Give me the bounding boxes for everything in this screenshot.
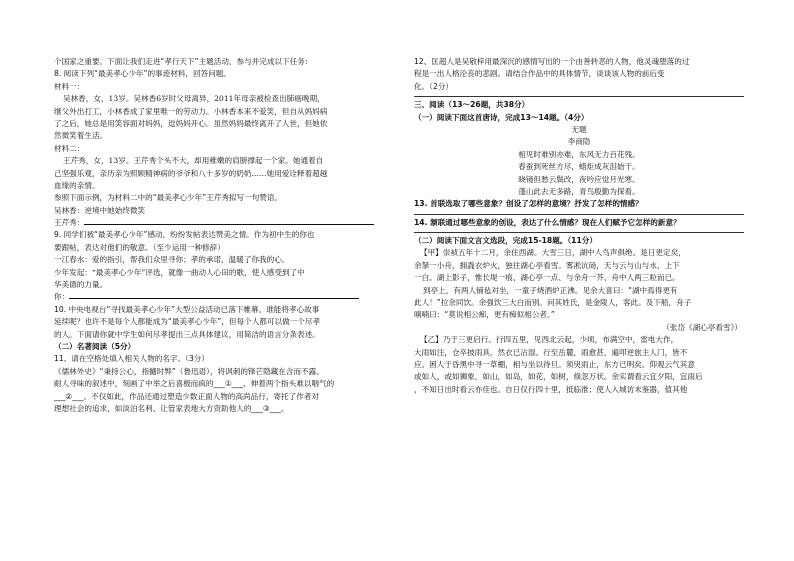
left-text-line: 耐人寻味的叙述中，刻画了中举之后喜极而疯的___①___、伸着两个指头难以咽气的: [54, 379, 335, 389]
right-text-line: 一白。湖上影子，惟长堤一痕、湖心亭一点、与余舟一芥、舟中人两三粒而已。: [414, 273, 680, 283]
left-text-line: 9. 同学们被“最美孝心少年”感动，纷纷发帖表达赞美之情。作为初中生的你也: [54, 230, 315, 240]
right-text-line: 14. 颔联通过哪些意象的创设，表达了什么情感？现在人们赋予它怎样的新意？: [414, 217, 681, 227]
right-text-line: 无题: [571, 124, 587, 134]
left-text-line: 要跟帖，表达对他们的敬意。（至少运用一种修辞）: [54, 242, 225, 252]
right-text-line: 大雨如注，仓卒披雨具，然衣已沾湿。行至岳麓，雨愈甚，遍叩逆旅主人门，皆不: [414, 347, 688, 357]
right-text-line: 或如人，或如狮象，如山，如岛，如花，如树，倏忽万状。余实谓看云宜夕阳，宜雨后: [414, 372, 703, 382]
left-text-line: 然微笑着生活。: [54, 131, 108, 141]
answer-line: [414, 214, 744, 215]
answer-line: [414, 96, 744, 97]
left-text-line: 王芹秀，女，13岁。王芹秀个头不大，却用稚嫩的肩膀撑起一个家。她通着自: [63, 156, 324, 166]
right-text-line: 【乙】乃于三更启行。行四五里，见西北云起，少顷，布满空中，雷电大作，: [420, 335, 679, 345]
right-text-line: 化。（2分）: [414, 81, 453, 91]
left-text-line: 材料二：: [54, 143, 85, 153]
right-text-line: 李商隐: [567, 137, 591, 147]
right-text-line: 程是一出人格沦丧的悲剧。请结合作品中的具体情节，谈谈该人物的前后变: [414, 69, 665, 79]
right-text-line: 应。困人于昏黑中寻一草棚，相与坐以待旦。须臾雨止，东方已明矣。仰观云气其意: [414, 359, 695, 369]
left-text-line: 己坚强乐观，亲历亲为照顾精神病的爷爷和八十多岁的奶奶……她用爱诠释着超越: [54, 168, 328, 178]
left-text-line: 吴林香，女，13岁。吴林香6岁时父母离异，2011年母亲被检查出肺癌晚期，: [63, 94, 325, 104]
left-column: [54, 56, 380, 415]
answer-label: 王芹秀：: [54, 218, 85, 228]
left-text-line: 《儒林外史》“秉持公心，指擿时弊”（鲁迅语），将讽刺的锋芒隐藏在含而不露、: [54, 366, 324, 376]
right-text-line: 【甲】崇祯五年十二月，余住西湖。大雪三日，湖中人鸟声俱绝。是日更定矣，: [420, 248, 686, 258]
right-text-line: （张岱《湖心亭看雪》）: [662, 322, 742, 332]
answer-line: [414, 232, 744, 233]
left-text-line: 11、请在空格处填入相关人物的名字。（3分）: [54, 354, 209, 364]
right-text-line: 13. 首联选取了哪些意象？创设了怎样的意境？抒发了怎样的情感？: [414, 199, 643, 209]
answer-blank[interactable]: [84, 224, 374, 225]
left-text-line: 延续呢？也许不是每个人都能成为“最美孝心少年”，但每个人都可以做一个尽孝: [54, 317, 321, 327]
right-text-line: 春蚕到死丝方尽，蜡炬成灰泪始干。: [518, 162, 640, 172]
right-text-line: 此人！”拉余同饮。余强饮三大白而别。问其姓氏，是金陵人，客此。及下船，舟子: [414, 298, 692, 308]
left-answer-line: [54, 291, 380, 303]
left-text-line: 8. 阅读下列“最美孝心少年”的事迹材料，回答问题。: [54, 69, 231, 79]
left-text-line: 理想社会的追求，如淡泊名利、让管家表地大方资助他人的___③___。: [54, 403, 289, 413]
right-text-line: 相见时难别亦难，东风无力百花残。: [518, 149, 640, 159]
right-text-line: 到亭上，有两人铺毡对坐，一童子烧酒炉正沸。见余大喜曰：“湖中焉得更有: [423, 285, 678, 295]
left-text-line: （二）名著阅读（5分）: [54, 341, 136, 351]
left-text-line: 了之后，她总是用笑容面对妈妈，逗妈妈开心。虽然妈妈最终离开了人世，但她依: [54, 118, 328, 128]
right-text-line: （一）阅读下面这首唐诗，完成13～14题。（4分）: [414, 112, 589, 122]
answer-label: 你：: [54, 292, 70, 302]
right-text-line: 蓬山此去无多路，青鸟殷勤为探看。: [518, 186, 640, 196]
answer-blank[interactable]: [69, 298, 359, 299]
left-text-line: 10. 中央电视台“寻找最美孝心少年”大型公益活动已落下帷幕。谁能将孝心故事: [54, 304, 320, 314]
right-text-line: 三、阅读（13～26题，共38分）: [414, 100, 530, 110]
right-column: [414, 56, 744, 396]
left-text-line: 血缘的亲情。: [54, 180, 100, 190]
left-text-line: 继父外出打工，小林香成了家里唯一的劳动力。小林香本来不爱笑，但自从妈妈病: [54, 106, 328, 116]
left-text-line: 一江春水：爱的指引，帮我们众里寻你；孝的承诺，温暖了你我的心。: [54, 255, 290, 265]
left-text-line: 材料一：: [54, 81, 85, 91]
left-text-line: 参照下面示例，为材料二中的“最美孝心少年”王芹秀拟写一句赞语。: [54, 193, 283, 203]
right-text-line: 喃喃曰：“莫说相公痴，更有痴似相公者。”: [414, 310, 555, 320]
left-text-line: ___②___。不仅如此，作品还通过塑造少数正面人物的高尚品行，寄托了作者对: [54, 391, 319, 401]
left-text-line: 吴林香：逆境中她始终微笑: [54, 205, 146, 215]
left-text-line: 个国家之重要。下面让我们走进“孝行天下”主题活动，参与并完成以下任务：: [54, 57, 313, 66]
right-text-line: 余拏一小舟，拥毳衣炉火，独往湖心亭看雪。雾凇沆砀，天与云与山与水，上下: [414, 260, 680, 270]
right-text-line: 12、匡超人是吴敬梓用最深沉的感情写出的一个由善转恶的人物，他灵魂堕落的过: [414, 57, 690, 66]
left-answer-line: [54, 217, 380, 229]
left-text-line: 少年发起：“最美孝心少年”评选，就像一曲动人心田的歌，使人感受到了中: [54, 267, 305, 277]
left-text-line: 的人。下面请你就中学生如何尽孝提出三点具体建议，用简洁的语言分条表述。: [54, 329, 320, 339]
right-text-line: （二）阅读下面文言文选段，完成15-18题。（11分）: [414, 236, 597, 246]
left-text-line: 华美德的力量。: [54, 280, 108, 290]
right-text-line: ，不知日出时看云亦佳也。自日仅行四十里，抵临淮；使人入城访未鉴器，值其他: [414, 384, 688, 394]
right-text-line: 晓镜但愁云鬓改，夜吟应觉月光寒。: [518, 174, 640, 184]
